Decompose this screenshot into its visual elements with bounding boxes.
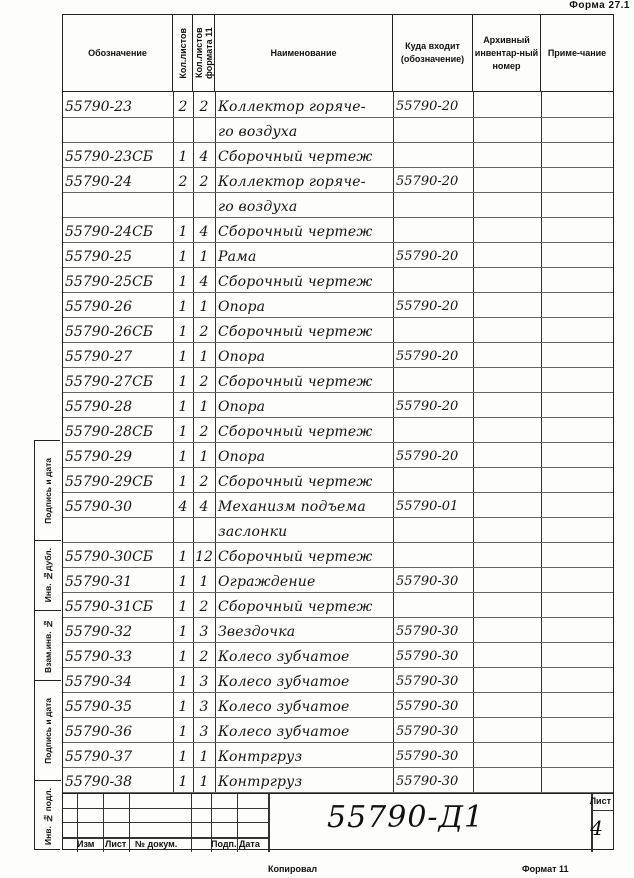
tb-line <box>191 794 192 852</box>
format-cell: 4 <box>199 274 209 290</box>
name-cell: Коллектор горяче- <box>218 174 366 190</box>
designation-cell: 55790-26СБ <box>65 324 154 340</box>
name-cell: Опора <box>218 449 266 465</box>
header-format-count: Кол.листов формата 11 <box>193 15 215 91</box>
name-cell: го воздуха <box>218 124 298 140</box>
table-row <box>63 243 613 268</box>
sheet-count-cell: 1 <box>178 274 188 290</box>
format-cell: 1 <box>199 774 209 790</box>
sheet-count-cell: 1 <box>178 224 188 240</box>
where-used-cell: 55790-20 <box>396 99 459 114</box>
sheet-count-cell: 1 <box>178 299 188 315</box>
name-cell: Колесо зубчатое <box>218 649 350 665</box>
designation-cell: 55790-33 <box>65 649 133 665</box>
format-cell: 4 <box>199 149 209 165</box>
format-cell: 2 <box>199 474 209 490</box>
designation-cell: 55790-37 <box>65 749 133 765</box>
header-designation: Обозначение <box>63 15 173 91</box>
tb-col-sign: Подп. <box>211 839 237 849</box>
designation-cell <box>65 518 173 543</box>
sheet-count-cell: 4 <box>178 499 188 515</box>
name-cell: го воздуха <box>218 199 298 215</box>
table-row <box>63 343 613 368</box>
name-cell: Сборочный чертеж <box>218 424 373 440</box>
where-used-cell <box>396 518 471 543</box>
format-cell: 1 <box>199 749 209 765</box>
name-cell: Коллектор горяче- <box>218 99 366 115</box>
designation-cell: 55790-34 <box>65 674 133 690</box>
table-row <box>63 768 613 793</box>
name-cell: Контргруз <box>218 774 303 790</box>
format-cell: 3 <box>199 724 209 740</box>
sheet-count-cell: 2 <box>178 99 188 115</box>
name-cell: Опора <box>218 399 266 415</box>
table-row <box>63 643 613 668</box>
where-used-cell <box>396 468 471 493</box>
format-cell: 3 <box>199 699 209 715</box>
designation-cell: 55790-23СБ <box>65 149 154 165</box>
table-row <box>63 743 613 768</box>
sheet-count-cell: 1 <box>178 424 188 440</box>
sheet-count-cell: 1 <box>178 349 188 365</box>
format-cell: 1 <box>199 574 209 590</box>
header-archive-number: Архивный инвентар-ный номер <box>473 15 541 91</box>
format-cell: 12 <box>195 549 213 565</box>
designation-cell: 55790-30СБ <box>65 549 154 565</box>
table-row <box>63 193 613 218</box>
name-cell: Колесо зубчатое <box>218 699 350 715</box>
where-used-cell <box>396 593 471 618</box>
side-sign-date-2: Подпись и дата <box>35 681 61 781</box>
where-used-cell <box>396 543 471 568</box>
header-note: Приме-чание <box>547 47 607 58</box>
table-row <box>63 93 613 118</box>
table-row <box>63 568 613 593</box>
where-used-cell: 55790-20 <box>396 174 459 189</box>
sheet-count-cell: 1 <box>178 249 188 265</box>
name-cell: Колесо зубчатое <box>218 674 350 690</box>
side-inv-orig: Инв. № подл. <box>43 787 53 845</box>
format-cell: 2 <box>199 649 209 665</box>
designation-cell: 55790-27 <box>65 349 133 365</box>
header-divider <box>63 91 613 92</box>
table-row <box>63 293 613 318</box>
where-used-cell <box>396 368 471 393</box>
side-stamp <box>34 440 60 850</box>
sheet-count-cell: 1 <box>178 149 188 165</box>
format-cell: 1 <box>199 399 209 415</box>
table-row <box>63 268 613 293</box>
tb-line <box>129 794 130 852</box>
table-row <box>63 518 613 543</box>
where-used-cell: 55790-20 <box>396 399 459 414</box>
table-row <box>63 543 613 568</box>
sheet-count-cell: 1 <box>178 649 188 665</box>
where-used-cell: 55790-30 <box>396 774 459 789</box>
designation-cell: 55790-27СБ <box>65 374 154 390</box>
title-block <box>63 793 613 852</box>
format-cell <box>193 118 215 143</box>
designation-cell: 55790-24 <box>65 174 133 190</box>
format-cell: 1 <box>199 349 209 365</box>
name-cell: Звездочка <box>218 624 296 640</box>
format-cell: 3 <box>199 624 209 640</box>
tb-line <box>103 794 104 852</box>
designation-cell: 55790-25 <box>65 249 133 265</box>
name-cell: Опора <box>218 349 266 365</box>
name-cell: Механизм подъема <box>218 499 366 515</box>
format-cell: 2 <box>199 324 209 340</box>
table-row <box>63 318 613 343</box>
table-row <box>63 393 613 418</box>
where-used-cell: 55790-30 <box>396 674 459 689</box>
designation-cell: 55790-35 <box>65 699 133 715</box>
name-cell: Сборочный чертеж <box>218 374 373 390</box>
sheet-count-cell: 1 <box>178 674 188 690</box>
table-row <box>63 368 613 393</box>
table-row <box>63 718 613 743</box>
format-cell: 1 <box>199 299 209 315</box>
designation-cell: 55790-29 <box>65 449 133 465</box>
table-row <box>63 418 613 443</box>
designation-cell <box>65 118 173 143</box>
designation-cell: 55790-28 <box>65 399 133 415</box>
tb-col-izm: Изм <box>77 839 95 849</box>
format-cell: 2 <box>199 374 209 390</box>
designation-cell: 55790-29СБ <box>65 474 154 490</box>
table-row <box>63 468 613 493</box>
name-cell: Рама <box>218 249 257 265</box>
sheet-count-cell <box>173 193 193 218</box>
tb-line <box>268 794 270 852</box>
sheet-count-cell: 2 <box>178 174 188 190</box>
header-sheet-count: Кол.листов <box>173 15 193 91</box>
tb-col-doc: № докум. <box>135 839 178 849</box>
tb-col-date: Дата <box>239 839 260 849</box>
where-used-cell <box>396 193 471 218</box>
where-used-cell <box>396 218 471 243</box>
format-cell: 4 <box>199 224 209 240</box>
sheet-count-cell: 1 <box>178 574 188 590</box>
side-inv-dupl: Инв. №дубл. <box>35 541 61 611</box>
sheet-count-cell: 1 <box>178 324 188 340</box>
where-used-cell: 55790-30 <box>396 749 459 764</box>
name-cell: Колесо зубчатое <box>218 724 350 740</box>
format-cell: 1 <box>199 449 209 465</box>
header-where-used: Куда входит (обозначение) <box>393 15 473 91</box>
where-used-cell: 55790-20 <box>396 249 459 264</box>
sheet-count-cell: 1 <box>178 624 188 640</box>
table-row <box>63 118 613 143</box>
designation-cell: 55790-36 <box>65 724 133 740</box>
designation-cell: 55790-32 <box>65 624 133 640</box>
sheet-count-cell: 1 <box>178 699 188 715</box>
tb-line <box>237 794 238 852</box>
designation-cell: 55790-38 <box>65 774 133 790</box>
table-row <box>63 143 613 168</box>
sheet-number: 4 <box>590 816 603 840</box>
where-used-cell: 55790-30 <box>396 724 459 739</box>
name-cell: Опора <box>218 299 266 315</box>
where-used-cell <box>396 418 471 443</box>
sheet-count-cell: 1 <box>178 399 188 415</box>
sheet-count-cell: 1 <box>178 774 188 790</box>
table-row <box>63 593 613 618</box>
format-cell: 4 <box>199 499 209 515</box>
footer-copied: Копировал <box>268 864 318 874</box>
where-used-cell <box>396 268 471 293</box>
table-row <box>63 693 613 718</box>
table-row <box>63 218 613 243</box>
format-cell: 3 <box>199 674 209 690</box>
document-number: 55790-Д1 <box>327 800 485 835</box>
where-used-cell <box>396 118 471 143</box>
format-cell <box>193 193 215 218</box>
format-cell <box>193 518 215 543</box>
sheet-count-cell <box>173 518 193 543</box>
name-cell: Сборочный чертеж <box>218 274 373 290</box>
sheet-count-cell: 1 <box>178 474 188 490</box>
name-cell: заслонки <box>218 524 288 540</box>
designation-cell: 55790-31 <box>65 574 133 590</box>
sheet-label: Лист <box>589 796 611 806</box>
sheet-count-cell: 1 <box>178 599 188 615</box>
sheet-count-cell: 1 <box>178 749 188 765</box>
sheet-count-cell: 1 <box>178 449 188 465</box>
table-row <box>63 168 613 193</box>
where-used-cell: 55790-30 <box>396 624 459 639</box>
name-cell: Сборочный чертеж <box>218 149 373 165</box>
format-cell: 2 <box>199 599 209 615</box>
designation-cell: 55790-23 <box>65 99 133 115</box>
tb-col-list: Лист <box>105 839 127 849</box>
table-row <box>63 493 613 518</box>
table-row <box>63 618 613 643</box>
sheet-count-cell: 1 <box>178 549 188 565</box>
where-used-cell <box>396 318 471 343</box>
where-used-cell: 55790-30 <box>396 699 459 714</box>
where-used-cell: 55790-30 <box>396 649 459 664</box>
name-cell: Ограждение <box>218 574 316 590</box>
format-cell: 2 <box>199 99 209 115</box>
designation-cell: 55790-31СБ <box>65 599 154 615</box>
table-row <box>63 668 613 693</box>
name-cell: Сборочный чертеж <box>218 324 373 340</box>
side-vzam-inv: Взам.инв. № <box>35 611 61 681</box>
designation-cell: 55790-24СБ <box>65 224 154 240</box>
where-used-cell: 55790-30 <box>396 574 459 589</box>
where-used-cell: 55790-20 <box>396 349 459 364</box>
name-cell: Сборочный чертеж <box>218 474 373 490</box>
table-row <box>63 443 613 468</box>
sheet-count-cell: 1 <box>178 374 188 390</box>
name-cell: Контргруз <box>218 749 303 765</box>
header-name: Наименование <box>215 15 393 91</box>
where-used-cell: 55790-20 <box>396 299 459 314</box>
name-cell: Сборочный чертеж <box>218 549 373 565</box>
sheet-count-cell <box>173 118 193 143</box>
tb-line <box>591 810 613 811</box>
format-cell: 2 <box>199 424 209 440</box>
name-cell: Сборочный чертеж <box>218 599 373 615</box>
where-used-cell: 55790-20 <box>396 449 459 464</box>
designation-cell: 55790-26 <box>65 299 133 315</box>
designation-cell: 55790-28СБ <box>65 424 154 440</box>
where-used-cell <box>396 143 471 168</box>
footer-format: Формат 11 <box>522 864 569 874</box>
format-cell: 2 <box>199 174 209 190</box>
where-used-cell: 55790-01 <box>396 499 459 514</box>
designation-cell <box>65 193 173 218</box>
register-frame <box>62 14 614 850</box>
sheet-count-cell: 1 <box>178 724 188 740</box>
side-sign-date-1: Подпись и дата <box>35 441 61 541</box>
designation-cell: 55790-30 <box>65 499 133 515</box>
designation-cell: 55790-25СБ <box>65 274 154 290</box>
format-cell: 1 <box>199 249 209 265</box>
form-label: Форма 27.1 <box>569 0 630 11</box>
name-cell: Сборочный чертеж <box>218 224 373 240</box>
